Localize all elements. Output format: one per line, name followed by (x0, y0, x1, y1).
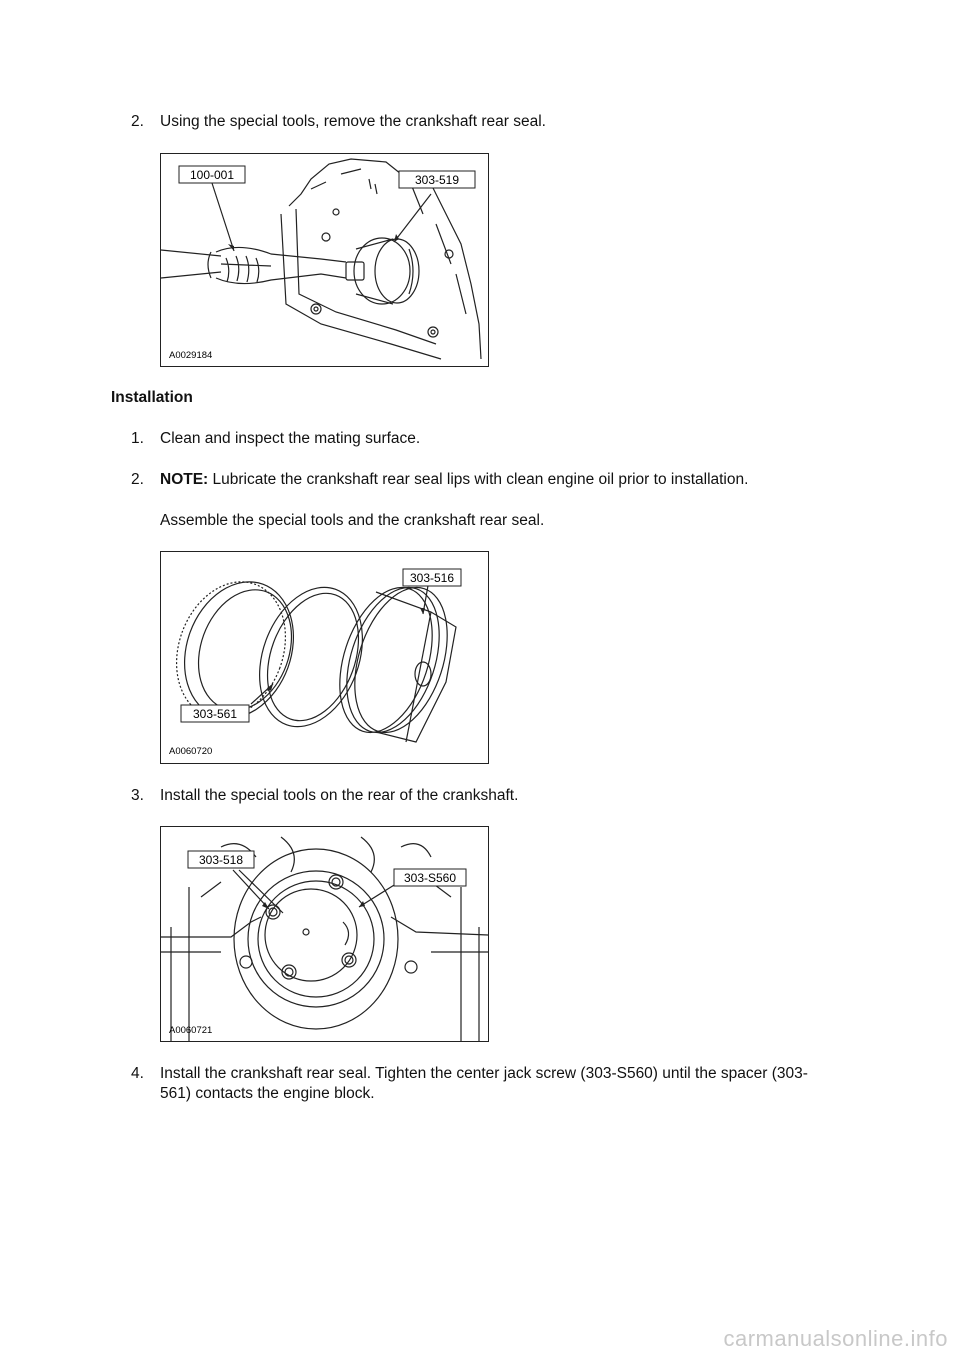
tool-install-illustration (161, 827, 488, 1041)
figure-seal-removal (160, 153, 489, 367)
callout-303-561: 303-561 (192, 707, 238, 721)
step-number: 1. (131, 430, 144, 447)
step-text: Clean and inspect the mating surface. (160, 430, 421, 447)
figure-tool-assembly (160, 551, 489, 764)
callout-303-S560: 303-S560 (403, 871, 457, 885)
watermark: carmanualsonline.info (723, 1326, 948, 1351)
figure-id: A0060720 (169, 746, 213, 757)
figure-id: A0029184 (169, 350, 213, 361)
step-number: 3. (131, 787, 144, 804)
step-text: Install the special tools on the rear of the crankshaft. (160, 787, 519, 804)
tool-assembly-illustration (161, 552, 488, 763)
step-text: Using the special tools, remove the crankshaft rear seal. (160, 113, 546, 130)
seal-removal-illustration (161, 154, 488, 366)
figure-id: A0060721 (169, 1025, 213, 1036)
note-line (160, 470, 748, 490)
step-text-line2: 561) contacts the engine block. (160, 1085, 375, 1102)
section-heading-installation: Installation (111, 389, 193, 406)
note-text: Lubricate the crankshaft rear seal lips with clean engine oil prior to installation. (208, 471, 749, 488)
step-number: 2. (131, 113, 144, 130)
note-label: NOTE: (160, 471, 209, 488)
figure-tool-install (160, 826, 489, 1042)
step-number: 4. (131, 1065, 144, 1082)
callout-100-001: 100-001 (189, 168, 235, 182)
step-number: 2. (131, 471, 144, 488)
step-text-line1: Install the crankshaft rear seal. Tighten the center jack screw (303-S560) until the spacer (303- (160, 1065, 808, 1082)
callout-303-519: 303-519 (414, 173, 460, 187)
step-text: Assemble the special tools and the crankshaft rear seal. (160, 512, 545, 529)
callout-303-518: 303-518 (198, 853, 244, 867)
callout-303-516: 303-516 (409, 571, 455, 585)
